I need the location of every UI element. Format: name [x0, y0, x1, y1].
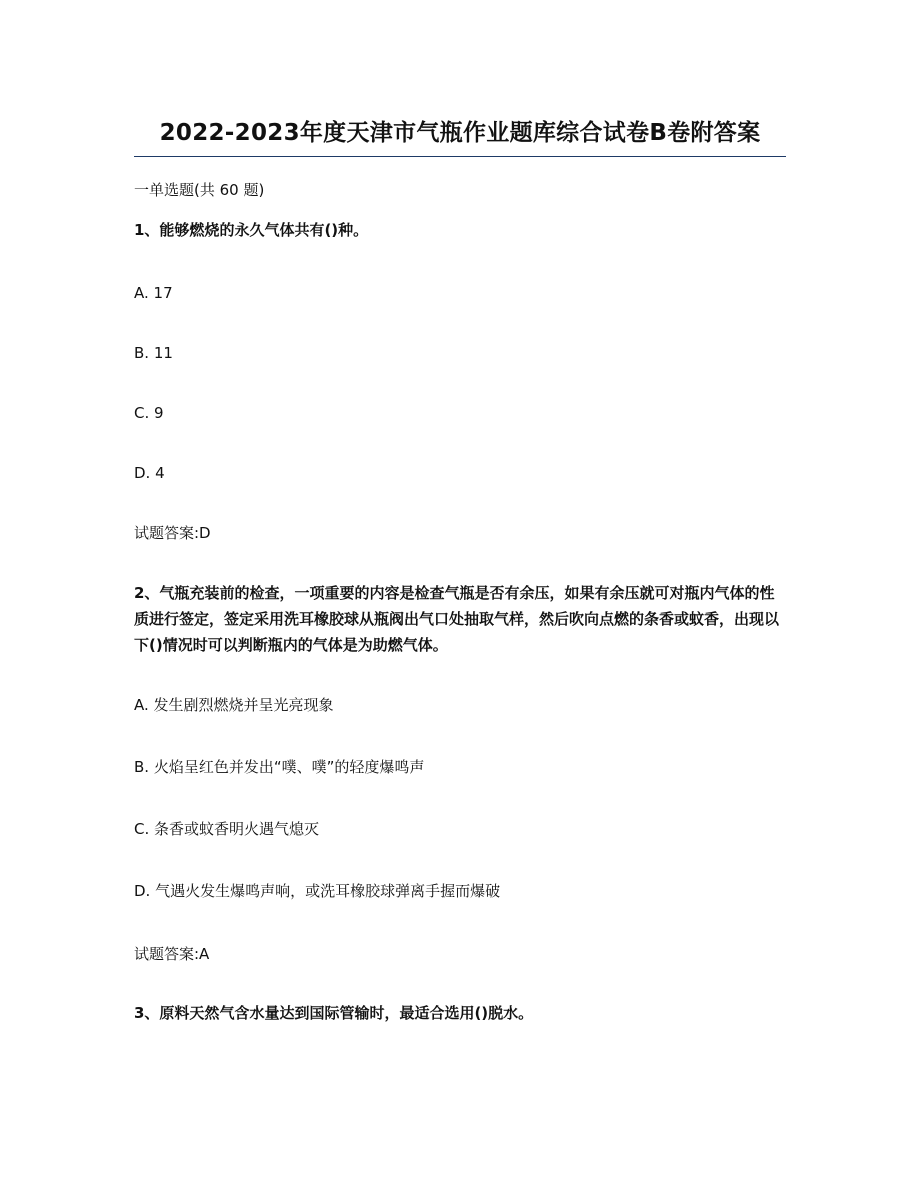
question-1-option-c: C. 9: [134, 404, 164, 422]
title-underline: [134, 156, 786, 157]
question-2-option-a: A. 发生剧烈燃烧并呈光亮现象: [134, 696, 334, 714]
question-2-answer: 试题答案:A: [134, 945, 210, 963]
document-title: 2022-2023年度天津市气瓶作业题库综合试卷B卷附答案: [159, 120, 761, 146]
question-3-stem: 3、原料天然气含水量达到国际管输时，最适合选用()脱水。: [134, 1004, 534, 1022]
question-2-option-d: D. 气遇火发生爆鸣声响，或洗耳橡胶球弹离手握而爆破: [134, 882, 501, 900]
question-2-option-c: C. 条香或蚊香明火遇气熄灭: [134, 820, 320, 838]
question-2-stem: 2、气瓶充装前的检查，一项重要的内容是检查气瓶是否有余压，如果有余压就可对瓶内气体的性质进行签定，签定采用洗耳橡胶球从瓶阀出气口处抽取气样，然后吹向点燃的条香或蚊香，出现以下()情况时可以判断瓶内的气体是为助燃气体。: [134, 584, 780, 654]
question-1-option-b: B. 11: [134, 344, 173, 362]
section-heading: 一单选题(共 60 题): [134, 181, 265, 199]
question-1-option-d: D. 4: [134, 464, 165, 482]
question-2-option-b: B. 火焰呈红色并发出“噗、噗”的轻度爆鸣声: [134, 758, 425, 776]
question-1-answer: 试题答案:D: [134, 524, 211, 542]
question-1-option-a: A. 17: [134, 284, 173, 302]
question-1-stem: 1、能够燃烧的永久气体共有()种。: [134, 221, 369, 239]
